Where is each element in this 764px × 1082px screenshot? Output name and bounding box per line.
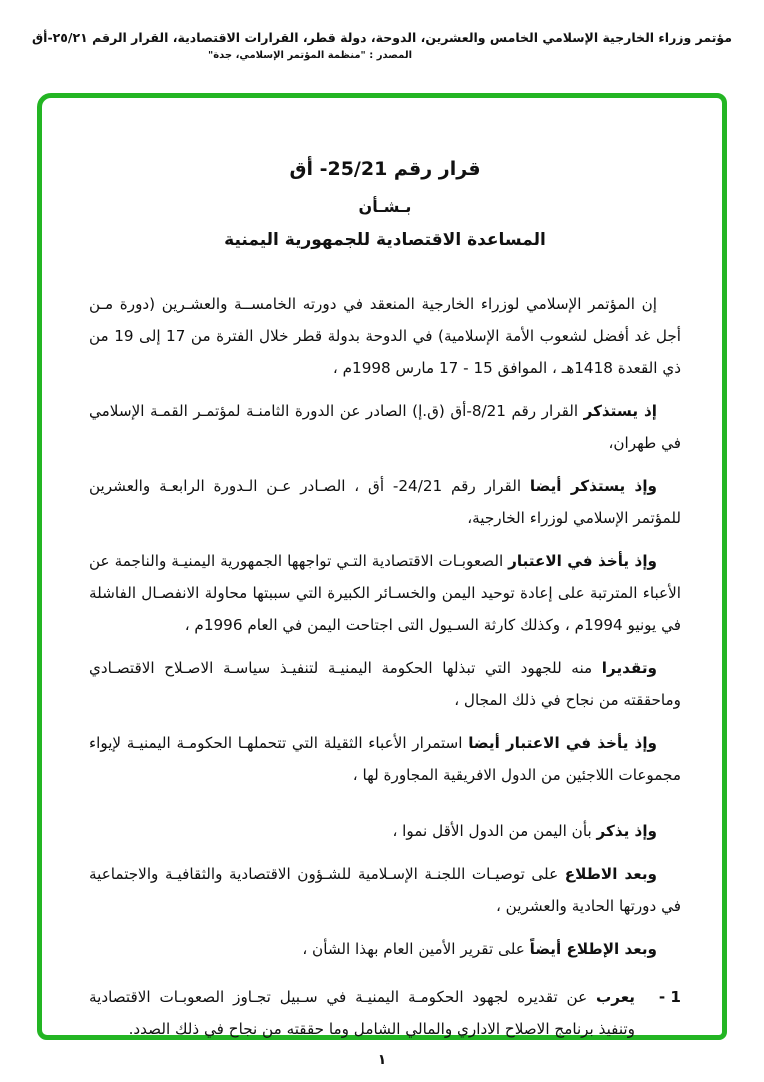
item-number: 1 - [658, 988, 681, 1006]
resolution-number-title: قرار رقم 25/21- أق [289, 158, 481, 180]
item-text [89, 981, 635, 1045]
resolution-title-block [89, 158, 681, 250]
paragraph-having-reviewed [89, 858, 681, 922]
document-header [0, 30, 764, 61]
paragraph-text: القرار رقم 24/21- أق ، الصـادر عـن الـدورة الرابعـة والعشرين للمؤتمر الإسلامي لوزراء الخارجية، [89, 477, 681, 527]
paragraph-having-reviewed-also [89, 933, 681, 965]
header-source-line: مؤتمر وزراء الخارجية الإسلامي الخامس والعشرين، الدوحة، دولة قطر، القرارات الاقتصادية، القرار الرقم ٢٥/٢١-أق [31, 30, 733, 45]
paragraph-lead: وإذ يأخذ في الاعتبار [508, 552, 657, 570]
paragraph-recalling-also [89, 470, 681, 534]
paragraph-text: الصعوبـات الاقتصادية التـي تواجهها الجمهورية اليمنيـة والناجمة عن الأعباء المترتبة على إعادة توحيد اليمن والخسـائر الكبيرة التي سببتها محاولة الانفصـال الفاشلة في يونيو 1994م ، وكذلك كارثة السـيول التى اجتاحت اليمن في العام 1996م ، [89, 552, 681, 634]
item-body: عن تقديره لجهود الحكومـة اليمنيـة في سـبيل تجـاوز الصعوبـات الاقتصادية وتنفيذ برنامج الاصلاح الاداري والمالي الشامل وما حققته من نجاح في ذلك الصدد. [89, 988, 635, 1038]
green-border-frame [37, 93, 727, 1040]
paragraph-preamble-1 [89, 288, 681, 384]
item-lead: يعرب [596, 988, 635, 1006]
resolution-regarding-label: بـشـأن [358, 197, 412, 216]
paragraph-text: على توصيـات اللجنـة الإسـلامية للشـؤون الاقتصادية والثقافيـة والاجتماعية في دورتها الحادية والعشرين ، [89, 865, 681, 915]
paragraph-lead: وإذ يذكر [596, 822, 657, 840]
resolution-subject-title: المساعدة الاقتصادية للجمهورية اليمنية [224, 230, 546, 250]
paragraph-lead: وإذ يستذكر أيضا [529, 477, 657, 495]
paragraph-text: القرار رقم 8/21-أق (ق.إ) الصادر عن الدورة الثامنـة لمؤتمـر القمـة الإسلامي في طهران، [89, 402, 681, 452]
paragraph-lead: وبعد الاطلاع [564, 865, 657, 883]
paragraph-lead: وإذ يأخذ في الاعتبار أيضا [468, 734, 657, 752]
paragraph-lead: وتقديرا [601, 659, 657, 677]
paragraph-text: إن المؤتمر الإسلامي لوزراء الخارجية المنعقد في دورته الخامســة والعشـرين (دورة مـن أجل غد أفضل لشعوب الأمة الإسلامية) في الدوحة بدولة قطر خلال الفترة من 17 إلى 19 من ذي القعدة 1418هـ ، الموافق 15 - 17 مارس 1998م ، [89, 295, 681, 377]
paragraph-text: على تقرير الأمين العام بهذا الشأن ، [302, 940, 530, 958]
document-body [89, 158, 681, 1045]
operative-item-1 [89, 981, 681, 1045]
paragraph-recalling [89, 395, 681, 459]
paragraph-lead: وبعد الإطلاع أيضاً [529, 940, 657, 958]
preamble-paragraphs [89, 288, 681, 1045]
paragraph-lead: إذ يستذكر [583, 402, 657, 420]
paragraph-text: منه للجهود التي تبذلها الحكومة اليمنيـة لتنفيـذ سياسـة الاصـلاح الاقتصـادي وماحققته من نجاح في ذلك المجال ، [89, 659, 681, 709]
header-publisher-line: المصدر : "منظمة المؤتمر الإسلامي، جدة" [207, 50, 412, 61]
paragraph-text: استمرار الأعباء الثقيلة التي تتحملهـا الحكومـة اليمنيـة لإيواء مجموعات اللاجئين من الدول الافريقية المجاورة لها ، [89, 734, 681, 784]
paragraph-taking-into-account-also [89, 727, 681, 791]
paragraph-text: بأن اليمن من الدول الأقل نموا ، [392, 822, 597, 840]
paragraph-recalling-ldc [89, 815, 681, 847]
paragraph-appreciating [89, 652, 681, 716]
page-number: ١ [377, 1052, 387, 1068]
paragraph-taking-into-account [89, 545, 681, 641]
